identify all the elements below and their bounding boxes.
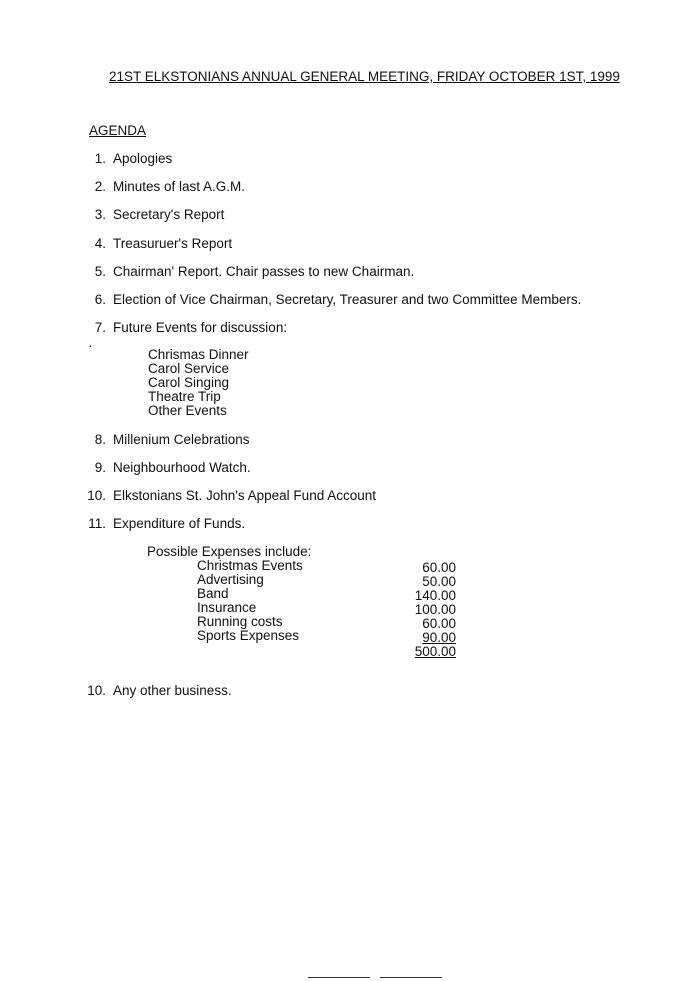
agenda-item-number: 5. (94, 264, 106, 279)
expense-name: Christmas Events (197, 558, 303, 573)
stray-mark: · (88, 337, 93, 353)
agenda-item-number: 3. (94, 207, 106, 222)
expenses-heading: Possible Expenses include: (147, 544, 312, 559)
agenda-item-text: Neighbourhood Watch. (113, 460, 251, 475)
agenda-item-text: Apologies (113, 151, 173, 166)
future-event-item: Theatre Trip (148, 389, 221, 404)
expense-name: Band (197, 586, 229, 601)
agenda-item-text: Expenditure of Funds. (113, 516, 246, 531)
agenda-item-text: Minutes of last A.G.M. (113, 179, 246, 194)
agenda-item-number: 1. (94, 151, 106, 166)
expense-amount: 60.00 (422, 560, 456, 575)
future-event-item: Carol Service (148, 361, 230, 376)
agenda-item-text: Millenium Celebrations (113, 432, 250, 447)
expense-amounts-list (385, 561, 456, 659)
future-events-list (148, 348, 249, 418)
expense-amount (385, 631, 456, 645)
agenda-item-text: Election of Vice Chairman, Secretary, Treasurer and two Committee Members. (113, 292, 582, 307)
expense-names-list (197, 559, 303, 643)
agenda-item-number: 8. (94, 432, 106, 447)
agenda-item-text: Secretary's Report (113, 207, 225, 222)
agenda-item-number: 2. (94, 179, 106, 194)
future-event-item: Chrismas Dinner (148, 347, 249, 362)
agenda-item-text: Elkstonians St. John's Appeal Fund Account (113, 488, 376, 503)
expense-amount: 140.00 (414, 588, 456, 603)
agenda-item-number: 4. (94, 236, 106, 251)
agenda-item-number: 10. (87, 683, 106, 698)
agenda-item-number: 6. (94, 292, 106, 307)
agenda-item-number: 7. (94, 320, 106, 335)
agenda-heading: AGENDA (89, 123, 147, 138)
agenda-item-number: 10. (87, 488, 106, 503)
expense-amount-underlined: 90.00 (422, 630, 456, 645)
agenda-item-text: Future Events for discussion: (113, 320, 288, 335)
scan-edge-mark (308, 977, 370, 978)
future-event-item: Other Events (148, 403, 227, 418)
expense-total (385, 645, 456, 659)
agenda-item-text: Chairman' Report. Chair passes to new Chairman. (113, 264, 415, 279)
expense-amount: 100.00 (414, 602, 456, 617)
agenda-item-number: 9. (94, 460, 106, 475)
expense-amount: 50.00 (422, 574, 456, 589)
expense-name: Insurance (197, 600, 257, 615)
expense-name: Running costs (197, 614, 283, 629)
agenda-item-number: 11. (88, 516, 106, 531)
scan-edge-mark (380, 977, 442, 978)
expense-amount: 60.00 (422, 616, 456, 631)
expense-name: Sports Expenses (197, 628, 300, 643)
agenda-item-text: Any other business. (113, 683, 232, 698)
future-event-item: Carol Singing (148, 375, 230, 390)
expense-name: Advertising (197, 572, 264, 587)
page-title: 21ST ELKSTONIANS ANNUAL GENERAL MEETING, FRIDAY OCTOBER 1ST, 1999 (109, 69, 620, 84)
expense-total-value: 500.00 (414, 644, 456, 659)
agenda-item-text: Treasuruer's Report (113, 236, 233, 251)
